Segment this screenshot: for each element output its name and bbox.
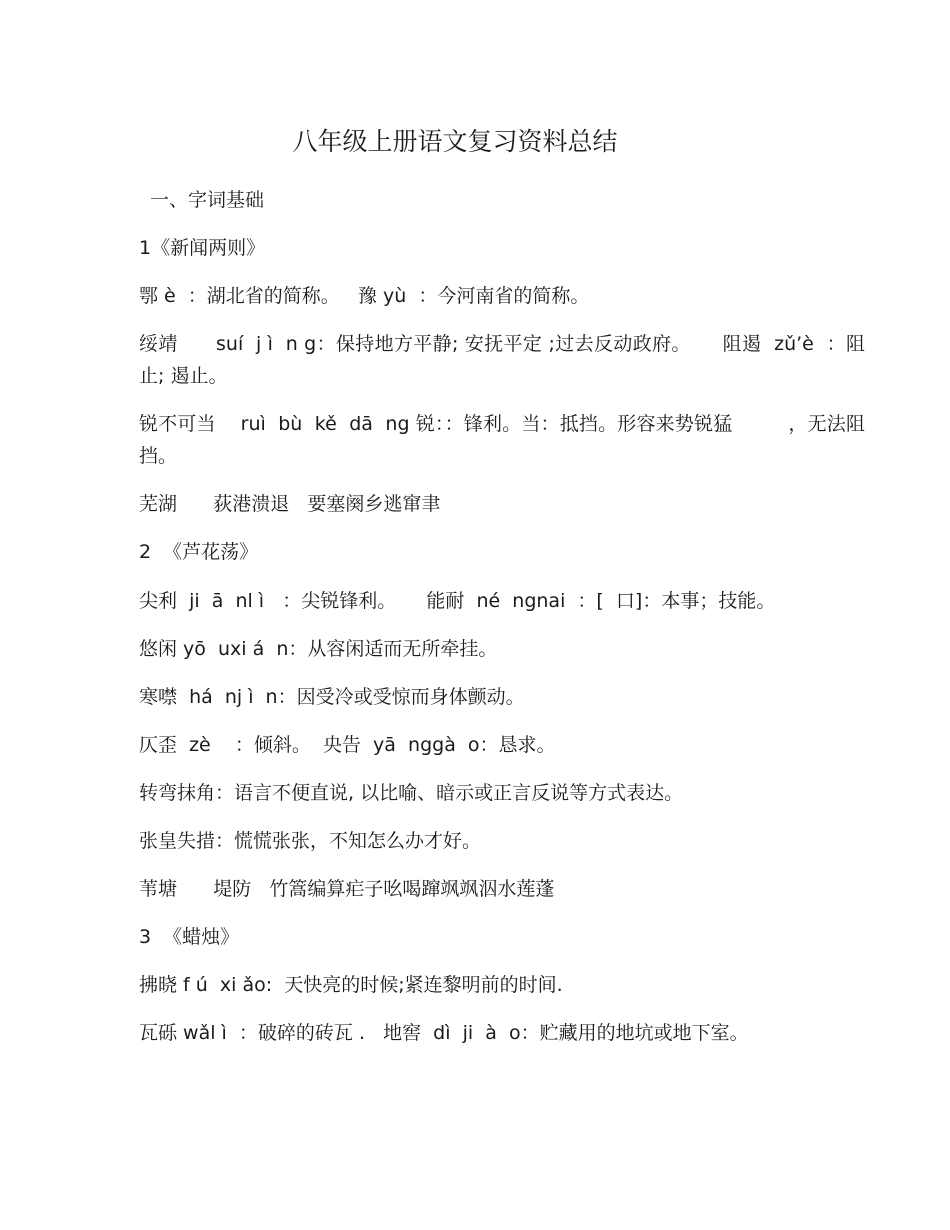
lesson-heading-luhuadang: 2 《芦花荡》: [139, 541, 259, 563]
vocab-line-zewai: 仄歪 zè ：倾斜。 央告 yā nggà o：恳求。: [139, 734, 556, 756]
document-title: 八年级上册语文复习资料总结: [292, 127, 618, 156]
section-heading-vocabulary: 一、字词基础: [150, 189, 265, 211]
vocab-line-fuxiao: 拂晓 f ú xi ǎo: 天快亮的时候;紧连黎明前的时间.: [139, 974, 563, 996]
lesson-heading-lazhu: 3 《蜡烛》: [139, 926, 240, 948]
vocab-line-hanjin: 寒噤 há nj ì n：因受冷或受惊而身体颤动。: [139, 686, 525, 708]
vocab-line-e-yu: 鄂 è ：湖北省的简称。 豫 yù ：今河南省的简称。: [139, 285, 590, 307]
vocab-line-zhuanwanmojiao: 转弯抹角：语言不便直说, 以比喻、暗示或正言反说等方式表达。: [139, 782, 684, 804]
vocab-line-zhanghuangshicuo: 张皇失措：慌慌张张，不知怎么办才好。: [139, 830, 482, 852]
vocab-line-jianli: 尖利 ji ā nl ì ：尖锐锋利。 能耐 né ngnai ：[ 口]：本事；技能。: [139, 590, 776, 612]
vocab-line-wali: 瓦砾 wǎl ì ：破碎的砖瓦 . 地窖 dì ji à o：贮藏用的地坑或地下室。: [139, 1022, 749, 1044]
vocab-line-suijing: 绥靖 suí j ì n g：保持地方平静; 安抚平定 ;过去反动政府。 阻遏 zǔ’è ：阻止; 遏止。: [139, 333, 865, 387]
vocab-line-weitang: 苇塘 堤防 竹篙编算疟子吆喝蹿飒飒泅水莲蓬: [139, 878, 555, 900]
vocab-line-ruibukedang: 锐不可当 ruì bù kě dā ng 锐：：锋利。当：抵挡。形容来势锐猛 ，无法阻挡。: [139, 413, 865, 467]
vocab-line-wuhu: 芜湖 荻港溃退 要塞阕乡逃窜聿: [139, 493, 441, 515]
lesson-heading-news: 1《新闻两则》: [139, 237, 266, 259]
vocab-line-youxian: 悠闲 yō uxi á n：从容闲适而无所牵挂。: [139, 638, 498, 660]
